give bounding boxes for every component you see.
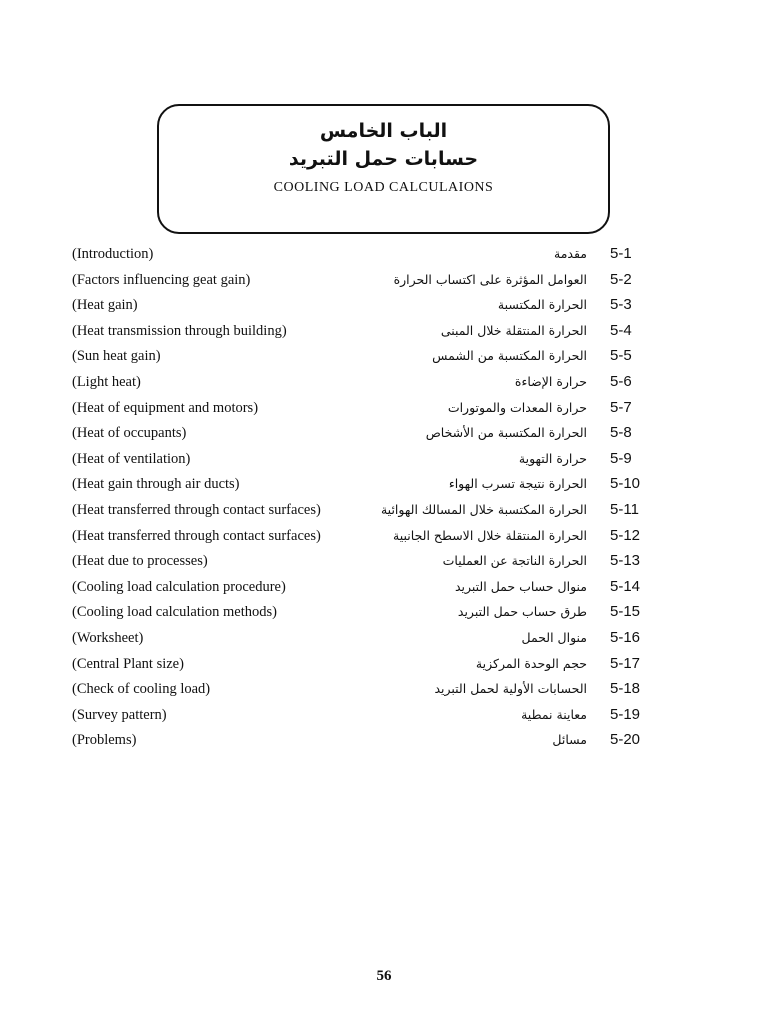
toc-arabic-title: حرارة الإضاءة xyxy=(514,373,587,389)
toc-english-title: (Cooling load calculation procedure) xyxy=(72,578,286,595)
table-of-contents xyxy=(0,243,768,755)
toc-english-title: (Heat of ventilation) xyxy=(72,450,191,467)
toc-section-number: 5-9 xyxy=(610,449,632,467)
toc-arabic-title: منوال الحمل xyxy=(521,629,587,645)
toc-section-number: 5-4 xyxy=(610,321,632,339)
toc-english-title: (Problems) xyxy=(72,732,137,749)
toc-section-number: 5-11 xyxy=(610,500,639,518)
toc-section-number: 5-7 xyxy=(610,398,632,416)
toc-section-number: 5-18 xyxy=(610,680,641,698)
toc-section-number: 5-6 xyxy=(610,372,632,390)
toc-arabic-title: حرارة المعدات والموتورات xyxy=(447,399,587,415)
toc-english-title: (Heat gain) xyxy=(72,297,138,314)
toc-arabic-title: طرق حساب حمل التبريد xyxy=(457,604,587,620)
toc-row xyxy=(0,473,768,499)
toc-row xyxy=(0,397,768,423)
toc-row xyxy=(0,422,768,448)
toc-arabic-title: مسائل xyxy=(552,732,587,748)
toc-english-title: (Light heat) xyxy=(72,373,141,390)
toc-english-title: (Heat of occupants) xyxy=(72,425,187,442)
toc-section-number: 5-15 xyxy=(610,603,641,621)
toc-section-number: 5-13 xyxy=(610,552,641,570)
toc-section-number: 5-2 xyxy=(610,270,632,288)
toc-section-number: 5-8 xyxy=(610,424,632,442)
toc-english-title: (Central Plant size) xyxy=(72,655,184,672)
toc-english-title: (Heat transferred through contact surfaces) xyxy=(72,527,321,544)
toc-row xyxy=(0,243,768,269)
toc-arabic-title: العوامل المؤثرة على اكتساب الحرارة xyxy=(393,271,587,287)
toc-english-title: (Heat transferred through contact surfaces) xyxy=(72,501,321,518)
page-number: 56 xyxy=(376,968,392,984)
toc-english-title: (Survey pattern) xyxy=(72,706,167,723)
toc-row xyxy=(0,525,768,551)
toc-section-number: 5-16 xyxy=(610,628,641,646)
toc-arabic-title: منوال حساب حمل التبريد xyxy=(454,578,587,594)
toc-arabic-title: الحرارة المكتسبة من الأشخاص xyxy=(425,425,587,441)
toc-english-title: (Heat transmission through building) xyxy=(72,322,287,339)
toc-section-number: 5-20 xyxy=(610,731,641,749)
toc-row xyxy=(0,499,768,525)
toc-row xyxy=(0,627,768,653)
toc-row xyxy=(0,320,768,346)
toc-arabic-title: مقدمة xyxy=(554,246,587,261)
toc-row xyxy=(0,729,768,755)
toc-arabic-title: الحرارة المكتسبة xyxy=(497,297,587,313)
chapter-title-arabic: حسابات حمل التبريد xyxy=(288,148,479,170)
toc-english-title: (Heat due to processes) xyxy=(72,553,208,570)
toc-arabic-title: حرارة التهوية xyxy=(518,450,587,466)
toc-arabic-title: الحرارة المكتسبة خلال المسالك الهوائية xyxy=(380,501,587,517)
toc-english-title: (Worksheet) xyxy=(72,629,144,646)
toc-arabic-title: الحرارة المنتقلة خلال المبنى xyxy=(440,322,587,338)
toc-row xyxy=(0,678,768,704)
toc-section-number: 5-5 xyxy=(610,347,632,365)
toc-english-title: (Heat of equipment and motors) xyxy=(72,399,259,416)
toc-section-number: 5-3 xyxy=(610,296,632,314)
toc-section-number: 5-14 xyxy=(610,577,641,595)
chapter-title-english: COOLING LOAD CALCULAIONS xyxy=(273,180,494,195)
toc-row xyxy=(0,448,768,474)
toc-arabic-title: معاينة نمطية xyxy=(521,706,587,722)
toc-english-title: (Introduction) xyxy=(72,246,154,262)
toc-english-title: (Factors influencing geat gain) xyxy=(72,271,251,288)
toc-english-title: (Sun heat gain) xyxy=(72,348,161,365)
toc-arabic-title: حجم الوحدة المركزية xyxy=(475,655,587,671)
toc-arabic-title: الحرارة المكتسبة من الشمس xyxy=(432,348,587,364)
toc-arabic-title: الحسابات الأولية لحمل التبريد xyxy=(434,681,587,697)
toc-row xyxy=(0,704,768,730)
toc-row xyxy=(0,653,768,679)
toc-arabic-title: الحرارة الناتجة عن العمليات xyxy=(442,553,587,569)
toc-english-title: (Cooling load calculation methods) xyxy=(72,604,277,621)
toc-section-number: 5-1 xyxy=(610,245,632,262)
toc-english-title: (Check of cooling load) xyxy=(72,681,211,698)
toc-row xyxy=(0,371,768,397)
toc-section-number: 5-19 xyxy=(610,705,641,723)
toc-row xyxy=(0,269,768,295)
toc-english-title: (Heat gain through air ducts) xyxy=(72,476,240,493)
chapter-title-box xyxy=(157,104,610,234)
toc-section-number: 5-17 xyxy=(610,654,641,672)
toc-row xyxy=(0,294,768,320)
toc-row xyxy=(0,576,768,602)
toc-section-number: 5-12 xyxy=(610,526,641,544)
toc-arabic-title: الحرارة المنتقلة خلال الاسطح الجانبية xyxy=(393,527,587,543)
toc-section-number: 5-10 xyxy=(610,475,641,493)
chapter-heading: الباب الخامس xyxy=(319,120,448,142)
toc-row xyxy=(0,345,768,371)
toc-row xyxy=(0,550,768,576)
toc-row xyxy=(0,601,768,627)
toc-arabic-title: الحرارة نتيجة تسرب الهواء xyxy=(448,476,587,492)
